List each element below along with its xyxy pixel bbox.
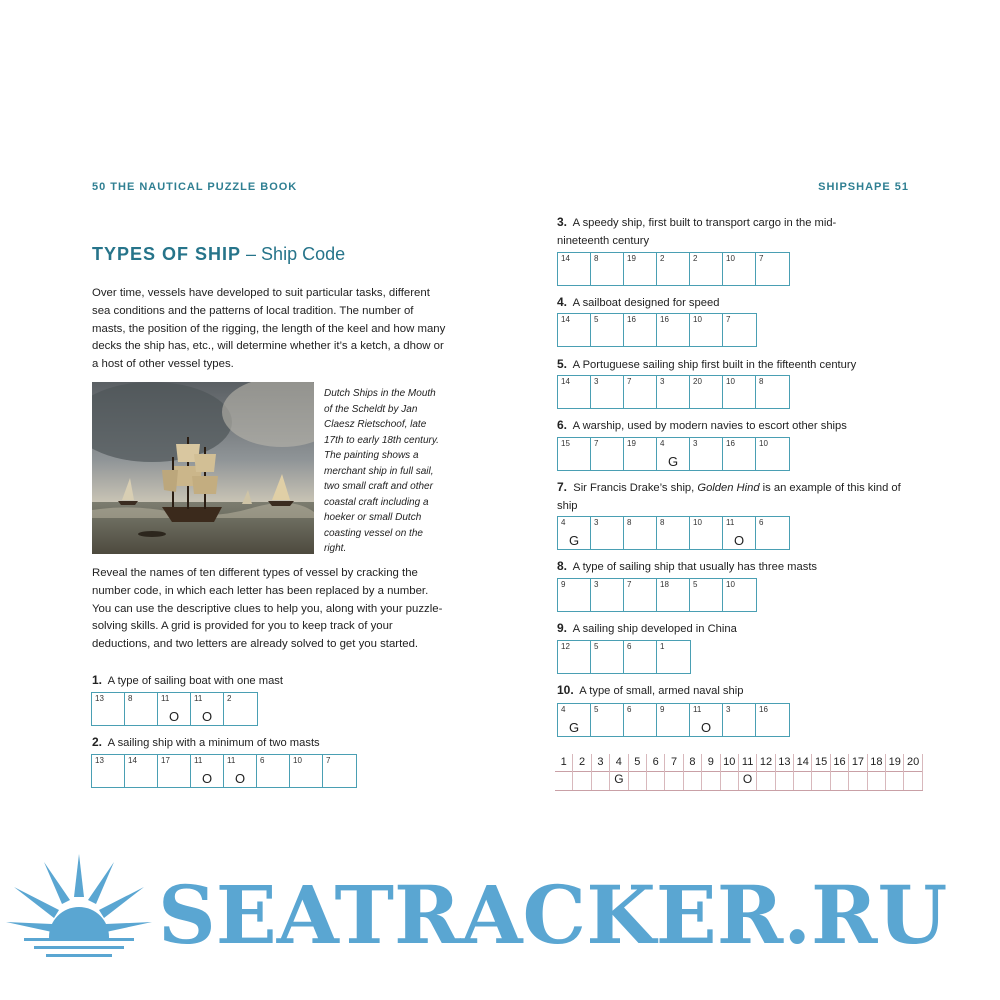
cell-code-number: 14 [561, 254, 570, 263]
key-number: 16 [833, 756, 846, 768]
clue-1-grid [91, 692, 258, 726]
clue-text: A type of sailing boat with one mast [107, 675, 283, 687]
grid-cell[interactable] [624, 253, 657, 285]
cell-code-number: 3 [693, 439, 698, 448]
clue-text: A sailboat designed for speed [572, 297, 720, 309]
cell-letter: G [568, 720, 580, 735]
clue-ship-name: Golden Hind [697, 482, 760, 494]
watermark-sun-logo [4, 852, 154, 977]
cell-letter: G [667, 454, 679, 469]
clue-2-grid [91, 754, 357, 788]
cell-code-number: 11 [693, 705, 702, 714]
key-cell[interactable] [684, 754, 702, 790]
grid-cell[interactable] [158, 693, 191, 725]
key-cell[interactable] [610, 754, 628, 790]
grid-cell[interactable] [624, 376, 657, 408]
grid-cell[interactable] [690, 438, 723, 470]
cell-code-number: 7 [726, 315, 731, 324]
grid-cell[interactable] [558, 517, 591, 549]
grid-cell[interactable] [591, 253, 624, 285]
cell-code-number: 6 [759, 518, 764, 527]
painting-image [92, 382, 314, 554]
key-number: 5 [634, 756, 641, 768]
clue-9-grid [557, 640, 691, 674]
grid-cell[interactable] [191, 693, 224, 725]
key-cell[interactable] [776, 754, 794, 790]
cell-code-number: 11 [726, 518, 735, 527]
cell-code-number: 3 [660, 377, 665, 386]
cell-code-number: 8 [627, 518, 632, 527]
key-number: 13 [778, 756, 791, 768]
cell-code-number: 8 [660, 518, 665, 527]
key-number: 3 [597, 756, 604, 768]
key-cell[interactable] [904, 754, 922, 790]
clue-7-grid [557, 516, 790, 550]
cell-code-number: 20 [693, 377, 702, 386]
painting-caption: Dutch Ships in the Mouth of the Scheldt by Jan Claesz Rietschoof, late 17th to early 18th century. The painting shows a merchant ship in full sail, two small craft and other coastal craft including a hoeker or small Dutch coasting vessel on the right. [324, 388, 439, 554]
key-number: 10 [723, 756, 736, 768]
key-number: 11 [741, 756, 754, 768]
clue-text: A speedy ship, first built to transport cargo in the mid-nineteenth century [557, 217, 837, 247]
key-cell[interactable] [739, 754, 757, 790]
cell-code-number: 7 [759, 254, 764, 263]
grid-cell[interactable] [657, 314, 690, 346]
cell-code-number: 5 [594, 315, 599, 324]
key-number: 9 [707, 756, 714, 768]
grid-cell[interactable] [723, 253, 756, 285]
grid-cell[interactable] [191, 755, 224, 787]
cell-letter: O [700, 720, 712, 735]
title-main: TYPES OF SHIP [92, 244, 242, 264]
key-cell[interactable] [573, 754, 591, 790]
intro-paragraph: Over time, vessels have developed to suit particular tasks, different sea conditions and the patterns of local tradition. The number of masts, the position of the rigging, the length of the keel and how many decks the ship has, etc., will determine whether it’s a ketch, a dhow or a host of other vessel types. [92, 287, 446, 371]
grid-cell[interactable] [624, 314, 657, 346]
cell-code-number: 3 [594, 518, 599, 527]
key-number: 20 [906, 756, 920, 768]
cell-code-number: 11 [161, 694, 170, 703]
grid-cell[interactable] [558, 704, 591, 736]
grid-cell[interactable] [756, 376, 789, 408]
cell-code-number: 14 [561, 377, 570, 386]
grid-cell[interactable] [591, 641, 624, 673]
grid-cell[interactable] [657, 253, 690, 285]
cell-code-number: 10 [759, 439, 768, 448]
cell-code-number: 5 [693, 580, 698, 589]
clue-5-grid [557, 375, 790, 409]
cell-code-number: 3 [594, 377, 599, 386]
cell-code-number: 3 [594, 580, 599, 589]
clue-8-grid [557, 578, 757, 612]
key-number: 14 [796, 756, 809, 768]
cell-code-number: 14 [128, 756, 137, 765]
grid-cell[interactable] [756, 438, 789, 470]
watermark-text: SEATRACKER.RU [158, 868, 948, 962]
sun-icon [4, 852, 154, 972]
cell-code-number: 4 [561, 518, 566, 527]
grid-cell[interactable] [723, 704, 756, 736]
grid-cell[interactable] [624, 438, 657, 470]
cell-code-number: 2 [693, 254, 698, 263]
grid-cell[interactable] [92, 755, 125, 787]
grid-cell[interactable] [756, 704, 789, 736]
cell-code-number: 4 [561, 705, 566, 714]
grid-cell[interactable] [257, 755, 290, 787]
grid-cell[interactable] [657, 376, 690, 408]
clue-number: 7. [557, 480, 568, 494]
cell-letter: G [568, 533, 580, 548]
clue-number: 4. [557, 295, 568, 309]
cell-code-number: 10 [726, 580, 735, 589]
cell-code-number: 4 [660, 439, 665, 448]
clue-4 [557, 293, 719, 312]
grid-cell[interactable] [624, 641, 657, 673]
clue-9 [557, 619, 737, 638]
grid-cell[interactable] [591, 704, 624, 736]
key-cell[interactable] [886, 754, 904, 790]
cell-code-number: 11 [194, 756, 203, 765]
clue-number: 6. [557, 418, 568, 432]
cell-code-number: 16 [627, 315, 636, 324]
key-cell[interactable] [868, 754, 886, 790]
grid-cell[interactable] [558, 376, 591, 408]
grid-cell[interactable] [723, 314, 756, 346]
running-head-right: SHIPSHAPE 51 [818, 181, 909, 193]
clue-number: 2. [92, 735, 103, 749]
grid-cell[interactable] [323, 755, 356, 787]
key-number: 1 [560, 756, 567, 768]
cell-code-number: 6 [260, 756, 265, 765]
grid-cell[interactable] [591, 376, 624, 408]
clue-3-grid [557, 252, 790, 286]
running-head-left: 50 THE NAUTICAL PUZZLE BOOK [92, 181, 298, 193]
key-number: 7 [670, 756, 678, 768]
cell-letter: O [168, 709, 180, 724]
grid-cell[interactable] [657, 704, 690, 736]
key-number: 17 [851, 756, 865, 768]
grid-cell[interactable] [558, 314, 591, 346]
grid-cell[interactable] [624, 579, 657, 611]
key-letter: O [742, 772, 753, 786]
key-number: 12 [759, 756, 773, 768]
key-cell[interactable] [647, 754, 665, 790]
clue-7 [557, 478, 902, 515]
cell-code-number: 19 [627, 254, 636, 263]
cell-code-number: 8 [128, 694, 133, 703]
grid-cell[interactable] [624, 517, 657, 549]
key-cell[interactable] [555, 754, 573, 790]
clue-number: 5. [557, 357, 568, 371]
grid-cell[interactable] [558, 641, 591, 673]
cell-code-number: 10 [693, 315, 702, 324]
grid-cell[interactable] [690, 314, 723, 346]
solution-key-grid [555, 754, 923, 791]
grid-cell[interactable] [690, 579, 723, 611]
grid-cell[interactable] [723, 579, 756, 611]
instructions-paragraph: Reveal the names of ten different types of vessel by cracking the number code, in which each letter has been replaced by a number. You can use the descriptive clues to help you, along with your puzzle-solving skills. A grid is provided for you to keep track of your deductions, and two letters are already solved to get you started. [92, 567, 443, 651]
clue-number: 10. [557, 683, 574, 697]
grid-cell[interactable] [690, 376, 723, 408]
cell-code-number: 7 [627, 580, 632, 589]
cell-code-number: 5 [594, 642, 599, 651]
clue-2 [92, 733, 320, 752]
cell-code-number: 10 [693, 518, 702, 527]
cell-code-number: 16 [660, 315, 669, 324]
cell-code-number: 2 [660, 254, 665, 263]
grid-cell[interactable] [224, 755, 257, 787]
clue-number: 3. [557, 215, 568, 229]
key-number: 19 [888, 756, 901, 768]
clue-1 [92, 671, 283, 690]
clue-8 [557, 557, 817, 576]
clue-number: 1. [92, 673, 103, 687]
cell-code-number: 14 [561, 315, 570, 324]
cell-code-number: 17 [161, 756, 170, 765]
grid-cell[interactable] [723, 376, 756, 408]
key-cell[interactable] [812, 754, 830, 790]
clue-text: A type of small, armed naval ship [579, 685, 744, 697]
cell-code-number: 5 [594, 705, 599, 714]
key-letter: G [614, 772, 624, 786]
grid-cell[interactable] [657, 641, 690, 673]
cell-code-number: 19 [627, 439, 636, 448]
cell-code-number: 15 [561, 439, 570, 448]
key-cell[interactable] [849, 754, 867, 790]
key-number: 18 [870, 756, 883, 768]
clue-text: A warship, used by modern navies to escort other ships [572, 420, 847, 432]
cell-code-number: 8 [594, 254, 599, 263]
cell-code-number: 10 [726, 377, 735, 386]
grid-cell[interactable] [624, 704, 657, 736]
grid-cell[interactable] [558, 579, 591, 611]
cell-code-number: 10 [293, 756, 302, 765]
ship-painting-icon [92, 382, 314, 554]
cell-letter: O [234, 771, 246, 786]
clue-text: A Portuguese sailing ship first built in the fifteenth century [572, 359, 857, 371]
key-number: 15 [815, 756, 828, 768]
cell-code-number: 13 [95, 756, 104, 765]
clue-text: A sailing ship developed in China [572, 623, 737, 635]
grid-cell[interactable] [290, 755, 323, 787]
clue-3 [557, 213, 887, 250]
key-number: 6 [652, 756, 659, 768]
cell-code-number: 7 [594, 439, 599, 448]
grid-cell[interactable] [591, 579, 624, 611]
cell-letter: O [733, 533, 745, 548]
key-cell[interactable] [592, 754, 610, 790]
page-title [92, 244, 345, 265]
grid-cell[interactable] [723, 438, 756, 470]
clue-6-grid [557, 437, 790, 471]
grid-cell[interactable] [558, 253, 591, 285]
cell-code-number: 18 [660, 580, 669, 589]
key-cell[interactable] [721, 754, 739, 790]
title-separator: – [241, 244, 262, 264]
cell-code-number: 11 [227, 756, 236, 765]
clue-number: 8. [557, 559, 568, 573]
key-cell[interactable] [757, 754, 775, 790]
cell-code-number: 8 [759, 377, 764, 386]
key-cell[interactable] [831, 754, 849, 790]
cell-code-number: 7 [326, 756, 331, 765]
cell-code-number: 6 [627, 705, 632, 714]
grid-cell[interactable] [558, 438, 591, 470]
cell-letter: O [201, 709, 213, 724]
grid-cell[interactable] [158, 755, 191, 787]
cell-code-number: 12 [561, 642, 570, 651]
clue-text: A sailing ship with a minimum of two masts [107, 737, 320, 749]
grid-cell[interactable] [657, 517, 690, 549]
key-number: 8 [689, 756, 696, 768]
grid-cell[interactable] [125, 693, 158, 725]
key-number: 2 [579, 756, 586, 768]
grid-cell[interactable] [756, 517, 789, 549]
cell-code-number: 9 [660, 705, 665, 714]
grid-cell[interactable] [756, 253, 789, 285]
cell-code-number: 1 [660, 642, 665, 651]
clue-number: 9. [557, 621, 568, 635]
key-cell[interactable] [665, 754, 683, 790]
grid-cell[interactable] [690, 704, 723, 736]
cell-code-number: 6 [627, 642, 632, 651]
cell-code-number: 7 [627, 377, 632, 386]
cell-code-number: 13 [95, 694, 104, 703]
cell-code-number: 2 [227, 694, 232, 703]
grid-cell[interactable] [224, 693, 257, 725]
clue-6 [557, 416, 847, 435]
cell-code-number: 10 [726, 254, 735, 263]
clue-text-end: is an example of this kind of ship [557, 482, 901, 512]
grid-cell[interactable] [591, 438, 624, 470]
grid-cell[interactable] [591, 517, 624, 549]
grid-cell[interactable] [723, 517, 756, 549]
cell-code-number: 9 [561, 580, 566, 589]
cell-code-number: 3 [726, 705, 731, 714]
clue-text: A type of sailing ship that usually has three masts [572, 561, 818, 573]
clue-10-grid [557, 703, 790, 737]
grid-cell[interactable] [125, 755, 158, 787]
title-sub: Ship Code [261, 244, 346, 264]
cell-letter: O [201, 771, 213, 786]
clue-5 [557, 355, 856, 374]
grid-cell[interactable] [92, 693, 125, 725]
cell-code-number: 16 [759, 705, 768, 714]
key-cell[interactable] [794, 754, 812, 790]
key-number: 4 [615, 756, 622, 768]
grid-cell[interactable] [657, 579, 690, 611]
clue-10 [557, 681, 743, 700]
cell-code-number: 16 [726, 439, 735, 448]
key-cell[interactable] [629, 754, 647, 790]
cell-code-number: 11 [194, 694, 203, 703]
grid-cell[interactable] [657, 438, 690, 470]
grid-cell[interactable] [690, 517, 723, 549]
key-cell[interactable] [702, 754, 720, 790]
clue-4-grid [557, 313, 757, 347]
clue-text: Sir Francis Drake’s ship, [573, 482, 698, 494]
grid-cell[interactable] [690, 253, 723, 285]
grid-cell[interactable] [591, 314, 624, 346]
